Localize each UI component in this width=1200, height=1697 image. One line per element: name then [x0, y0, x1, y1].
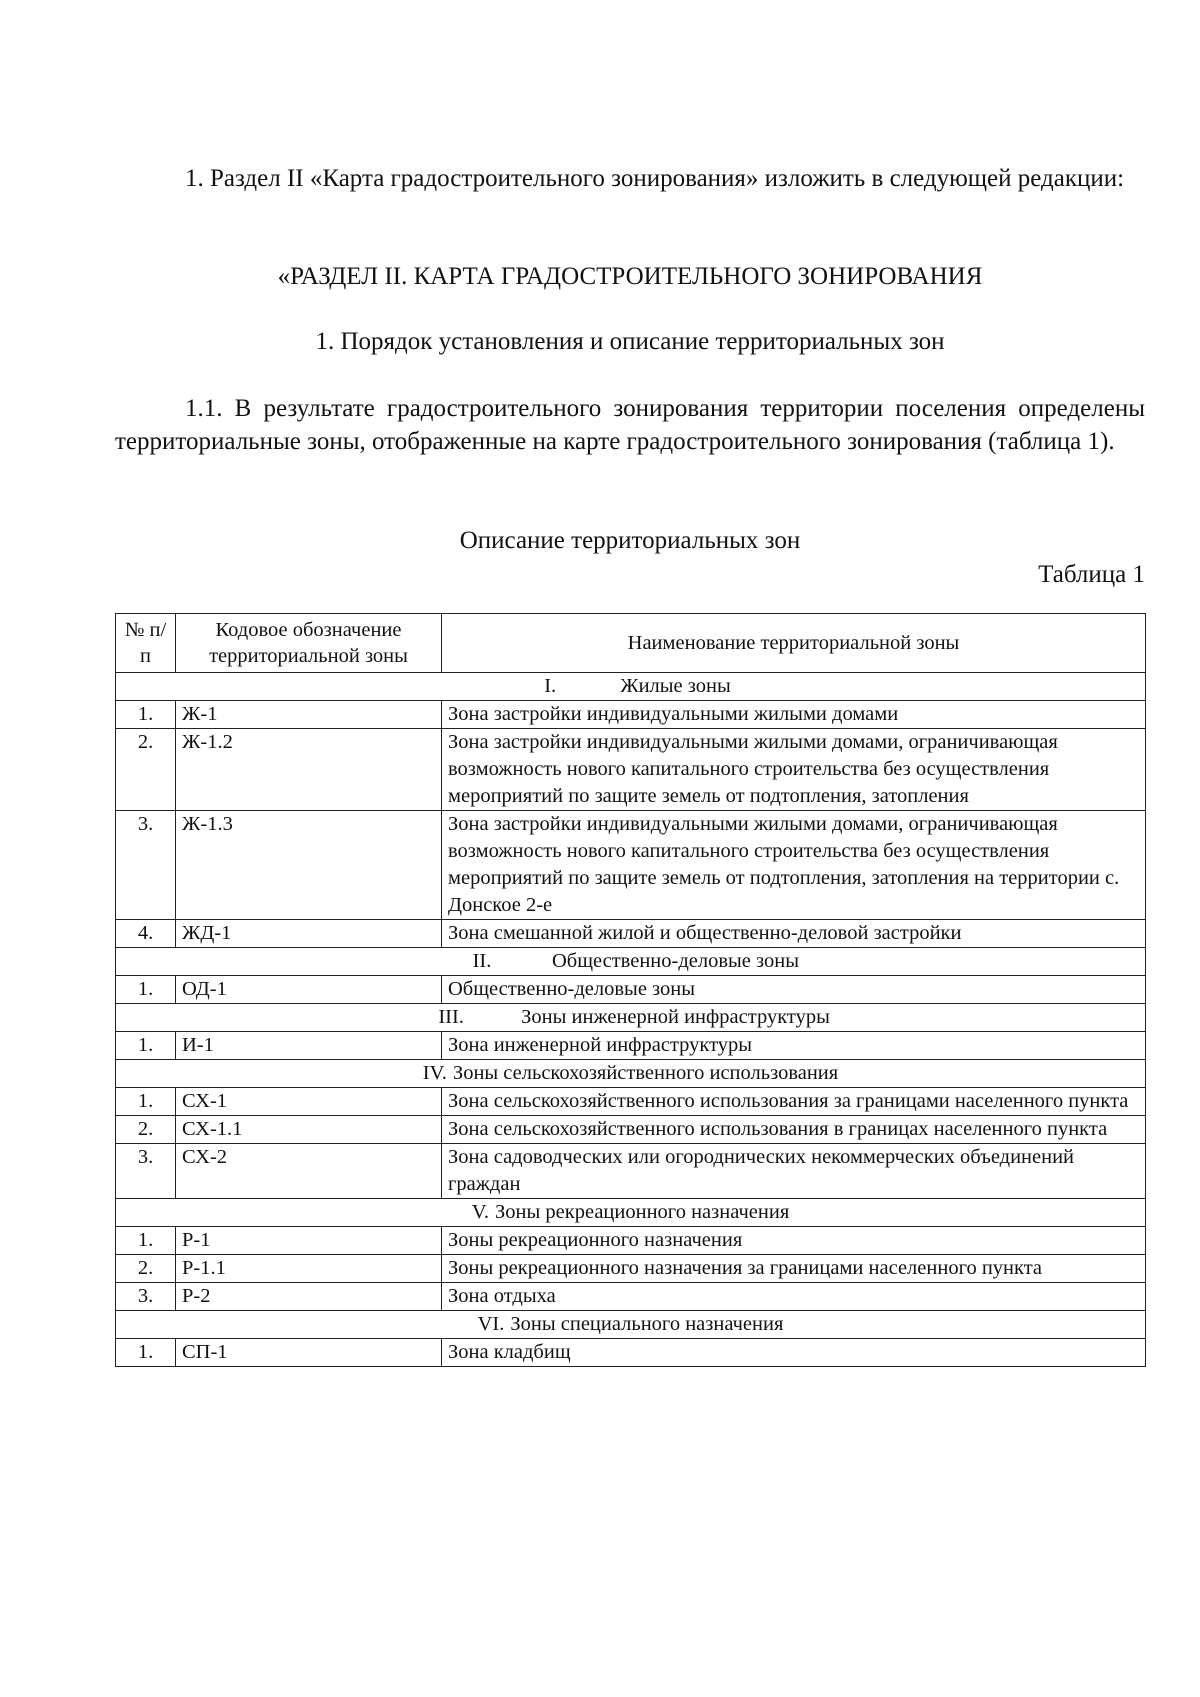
section-title [116, 1060, 1146, 1088]
table-row [116, 1227, 1146, 1255]
cell-num: 2. [116, 729, 176, 811]
table-title: Описание территориальных зон [459, 527, 801, 554]
table-section-row [116, 1311, 1146, 1339]
cell-code: ОД-1 [176, 976, 442, 1004]
header-num: № п/п [116, 614, 176, 673]
cell-name: Зона кладбищ [442, 1339, 1146, 1367]
cell-code: Р-1 [176, 1227, 442, 1255]
cell-code: Ж-1.3 [176, 811, 442, 920]
cell-num: 1. [116, 1227, 176, 1255]
table-section-row [116, 1004, 1146, 1032]
section-roman-numeral: I. [544, 675, 557, 697]
table-header-row [116, 614, 1146, 673]
section-title-text: Зоны рекреационного назначения [495, 1201, 790, 1223]
table-row [116, 1339, 1146, 1367]
cell-num: 2. [116, 1255, 176, 1283]
header-code: Кодовое обозначение территориальной зоны [176, 614, 442, 673]
cell-code: Р-2 [176, 1283, 442, 1311]
cell-num: 4. [116, 920, 176, 948]
cell-code: ЖД-1 [176, 920, 442, 948]
cell-name: Общественно-деловые зоны [442, 976, 1146, 1004]
cell-name: Зоны рекреационного назначения [442, 1227, 1146, 1255]
section-roman-numeral: V. [471, 1201, 490, 1223]
table-row [116, 920, 1146, 948]
section-title [116, 1004, 1146, 1032]
cell-name: Зона застройки индивидуальными жилыми домами, ограничивающая возможность нового капитального строительства без осуществления мероприятий по защите земель от подтопления, затопления [442, 729, 1146, 811]
table-row [116, 1283, 1146, 1311]
table-row [116, 1144, 1146, 1199]
cell-code: СХ-2 [176, 1144, 442, 1199]
cell-name: Зона застройки индивидуальными жилыми домами, ограничивающая возможность нового капитального строительства без осуществления мероприятий по защите земель от подтопления, затопления на территории с. Донское 2-е [442, 811, 1146, 920]
table-row [116, 729, 1146, 811]
table-row [116, 701, 1146, 729]
cell-num: 2. [116, 1116, 176, 1144]
cell-num: 1. [116, 1032, 176, 1060]
cell-code: Ж-1.2 [176, 729, 442, 811]
zones-table [115, 613, 1146, 1367]
cell-num: 1. [116, 1339, 176, 1367]
table-row [116, 1088, 1146, 1116]
table-section-row [116, 948, 1146, 976]
section-title [116, 673, 1146, 701]
cell-code: Ж-1 [176, 701, 442, 729]
cell-code: И-1 [176, 1032, 442, 1060]
cell-name: Зона отдыха [442, 1283, 1146, 1311]
cell-name: Зона инженерной инфраструктуры [442, 1032, 1146, 1060]
table-section-row [116, 1060, 1146, 1088]
cell-name: Зоны рекреационного назначения за границами населенного пункта [442, 1255, 1146, 1283]
table-row [116, 1032, 1146, 1060]
section-heading: «РАЗДЕЛ II. КАРТА ГРАДОСТРОИТЕЛЬНОГО ЗОНИРОВАНИЯ [277, 263, 983, 290]
section-title [116, 1199, 1146, 1227]
cell-num: 3. [116, 811, 176, 920]
cell-name: Зона смешанной жилой и общественно-деловой застройки [442, 920, 1146, 948]
cell-num: 3. [116, 1144, 176, 1199]
table-section-row [116, 1199, 1146, 1227]
intro-paragraph: 1. Раздел II «Карта градостроительного зонирования» изложить в следующей редакции: [185, 165, 1125, 192]
section-roman-numeral: VI. [477, 1313, 505, 1335]
zones-table-body [116, 673, 1146, 1367]
table-row [116, 1116, 1146, 1144]
cell-num: 1. [116, 976, 176, 1004]
cell-name: Зона садоводческих или огороднических некоммерческих объединений граждан [442, 1144, 1146, 1199]
table-section-row [116, 673, 1146, 701]
section-roman-numeral: II. [472, 950, 492, 972]
cell-code: СХ-1 [176, 1088, 442, 1116]
header-name: Наименование территориальной зоны [442, 614, 1146, 673]
cell-name: Зона застройки индивидуальными жилыми домами [442, 701, 1146, 729]
section-title-text: Общественно-деловые зоны [551, 950, 800, 972]
cell-name: Зона сельскохозяйственного использования за границами населенного пункта [442, 1088, 1146, 1116]
clause-paragraph: 1.1. В результате градостроительного зонирования территории поселения определены территориальные зоны, отображенные на карте градостроительного зонирования (таблица 1). [115, 395, 1145, 455]
table-row [116, 811, 1146, 920]
cell-code: Р-1.1 [176, 1255, 442, 1283]
table-label: Таблица 1 [1038, 561, 1145, 588]
section-roman-numeral: IV. [422, 1062, 447, 1084]
section-roman-numeral: III. [438, 1006, 464, 1028]
section-title-text: Зоны сельскохозяйственного использования [452, 1062, 839, 1084]
cell-num: 3. [116, 1283, 176, 1311]
cell-name: Зона сельскохозяйственного использования в границах населенного пункта [442, 1116, 1146, 1144]
cell-num: 1. [116, 701, 176, 729]
table-row [116, 1255, 1146, 1283]
cell-code: СХ-1.1 [176, 1116, 442, 1144]
subheading: 1. Порядок установления и описание территориальных зон [315, 328, 945, 355]
cell-code: СП-1 [176, 1339, 442, 1367]
table-row [116, 976, 1146, 1004]
section-title [116, 948, 1146, 976]
section-title-text: Зоны инженерной инфраструктуры [521, 1006, 830, 1028]
section-title-text: Зоны специального назначения [510, 1313, 784, 1335]
section-title [116, 1311, 1146, 1339]
cell-num: 1. [116, 1088, 176, 1116]
section-title-text: Жилые зоны [620, 675, 731, 697]
